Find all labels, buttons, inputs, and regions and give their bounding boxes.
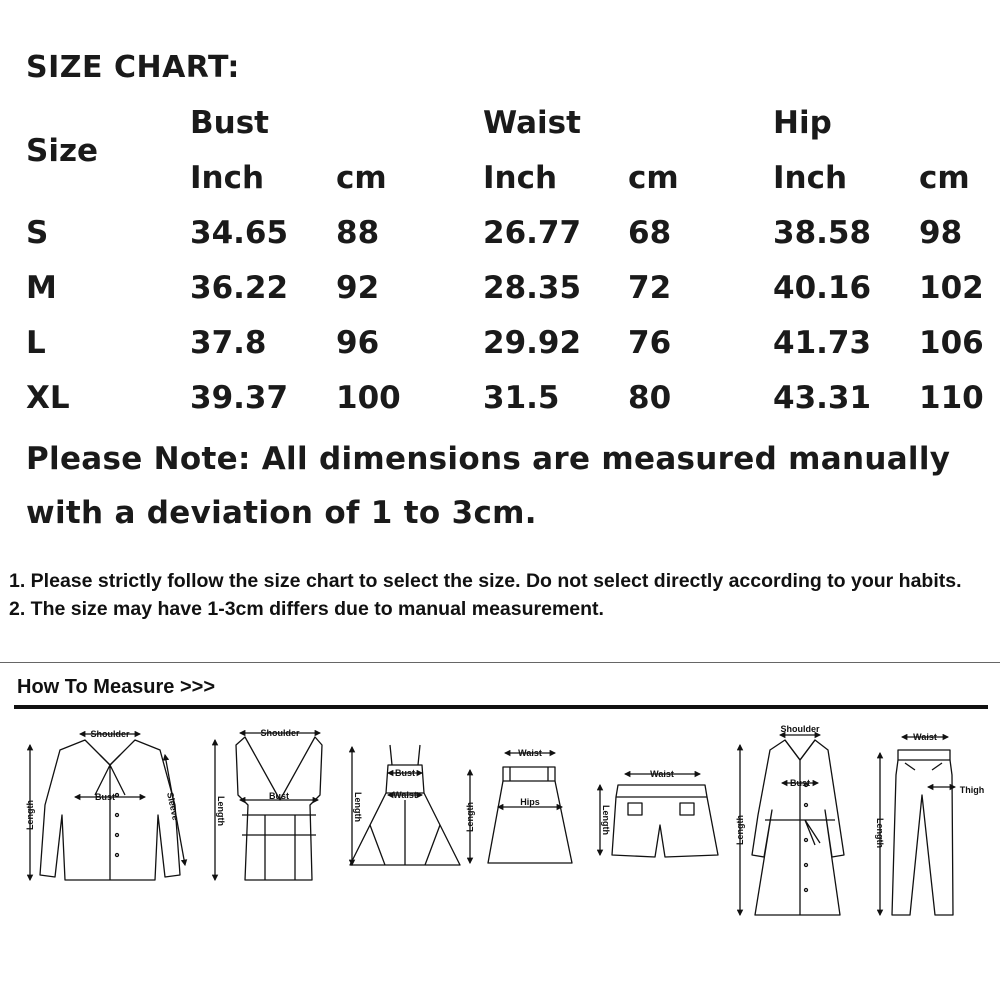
diagram-label: Bust — [95, 792, 115, 802]
bust-cm-cell: 92 — [336, 270, 380, 306]
vest-top-icon — [215, 733, 322, 880]
diagram-label: Length — [465, 802, 475, 832]
hip-group-header: Hip — [773, 105, 832, 141]
bust-inch-cell: 39.37 — [190, 380, 289, 416]
diagram-label: Length — [735, 815, 745, 845]
unit-header: Inch — [483, 160, 558, 196]
measurement-diagrams — [0, 715, 1000, 925]
size-cell: M — [26, 270, 57, 306]
waist-inch-cell: 31.5 — [483, 380, 560, 416]
waist-cm-cell: 72 — [628, 270, 672, 306]
trousers-icon — [880, 737, 955, 915]
size-cell: XL — [26, 380, 70, 416]
instruction-item: 2. The size may have 1-3cm differs due to manual measurement. — [9, 597, 604, 620]
size-cell: S — [26, 215, 49, 251]
strap-dress-icon — [350, 745, 460, 865]
hip-inch-cell: 40.16 — [773, 270, 872, 306]
diagram-label: Waist — [518, 748, 542, 758]
diagram-label: Thigh — [959, 785, 985, 795]
diagram-label: Shoulder — [260, 728, 300, 738]
waist-group-header: Waist — [483, 105, 581, 141]
waist-cm-cell: 80 — [628, 380, 672, 416]
diagram-label: Hips — [520, 797, 540, 807]
bust-cm-cell: 88 — [336, 215, 380, 251]
diagram-label: Waist — [913, 732, 937, 742]
diagram-label: Length — [875, 818, 885, 848]
unit-header: Inch — [190, 160, 265, 196]
waist-inch-cell: 26.77 — [483, 215, 582, 251]
instructions — [9, 568, 994, 623]
bust-cm-cell: 100 — [336, 380, 401, 416]
diagram-label: Bust — [269, 791, 289, 801]
diagram-label: Bust — [395, 768, 415, 778]
bust-inch-cell: 36.22 — [190, 270, 289, 306]
unit-header: Inch — [773, 160, 848, 196]
diagram-label: Sleeve — [165, 791, 181, 822]
divider — [0, 662, 1000, 663]
unit-header: cm — [628, 160, 679, 196]
size-column-header: Size — [26, 133, 99, 169]
waist-inch-cell: 28.35 — [483, 270, 582, 306]
size-cell: L — [26, 325, 46, 361]
diagram-label: Length — [25, 800, 35, 830]
unit-header: cm — [919, 160, 970, 196]
unit-header: cm — [336, 160, 387, 196]
bust-inch-cell: 34.65 — [190, 215, 289, 251]
hip-inch-cell: 38.58 — [773, 215, 872, 251]
trench-coat-icon — [740, 735, 844, 915]
hip-cm-cell: 106 — [919, 325, 984, 361]
waist-cm-cell: 68 — [628, 215, 672, 251]
bust-cm-cell: 96 — [336, 325, 380, 361]
measurement-note: Please Note: All dimensions are measured manually with a deviation of 1 to 3cm. — [26, 441, 951, 531]
blouse-icon — [30, 734, 185, 880]
size-chart-title: SIZE CHART: — [26, 50, 240, 85]
diagram-label: Shoulder — [90, 729, 130, 739]
bust-group-header: Bust — [190, 105, 269, 141]
hip-cm-cell: 102 — [919, 270, 984, 306]
diagram-label: Bust — [790, 778, 810, 788]
hip-cm-cell: 110 — [919, 380, 984, 416]
waist-inch-cell: 29.92 — [483, 325, 582, 361]
waist-cm-cell: 76 — [628, 325, 672, 361]
diagram-label: Length — [353, 792, 363, 822]
diagram-label: Shoulder — [780, 724, 820, 734]
diagram-label: Waist — [393, 790, 417, 800]
instruction-item: 1. Please strictly follow the size chart to select the size. Do not select directly according to your habits. — [9, 570, 962, 592]
diagram-label: Length — [216, 796, 226, 826]
divider — [14, 705, 988, 709]
hip-inch-cell: 43.31 — [773, 380, 872, 416]
how-to-measure-title: How To Measure >>> — [17, 676, 216, 698]
hip-cm-cell: 98 — [919, 215, 963, 251]
diagram-label: Waist — [650, 769, 674, 779]
skirt-icon — [470, 753, 572, 863]
bust-inch-cell: 37.8 — [190, 325, 267, 361]
diagram-label: Length — [601, 805, 611, 835]
shorts-icon — [600, 774, 718, 857]
hip-inch-cell: 41.73 — [773, 325, 872, 361]
